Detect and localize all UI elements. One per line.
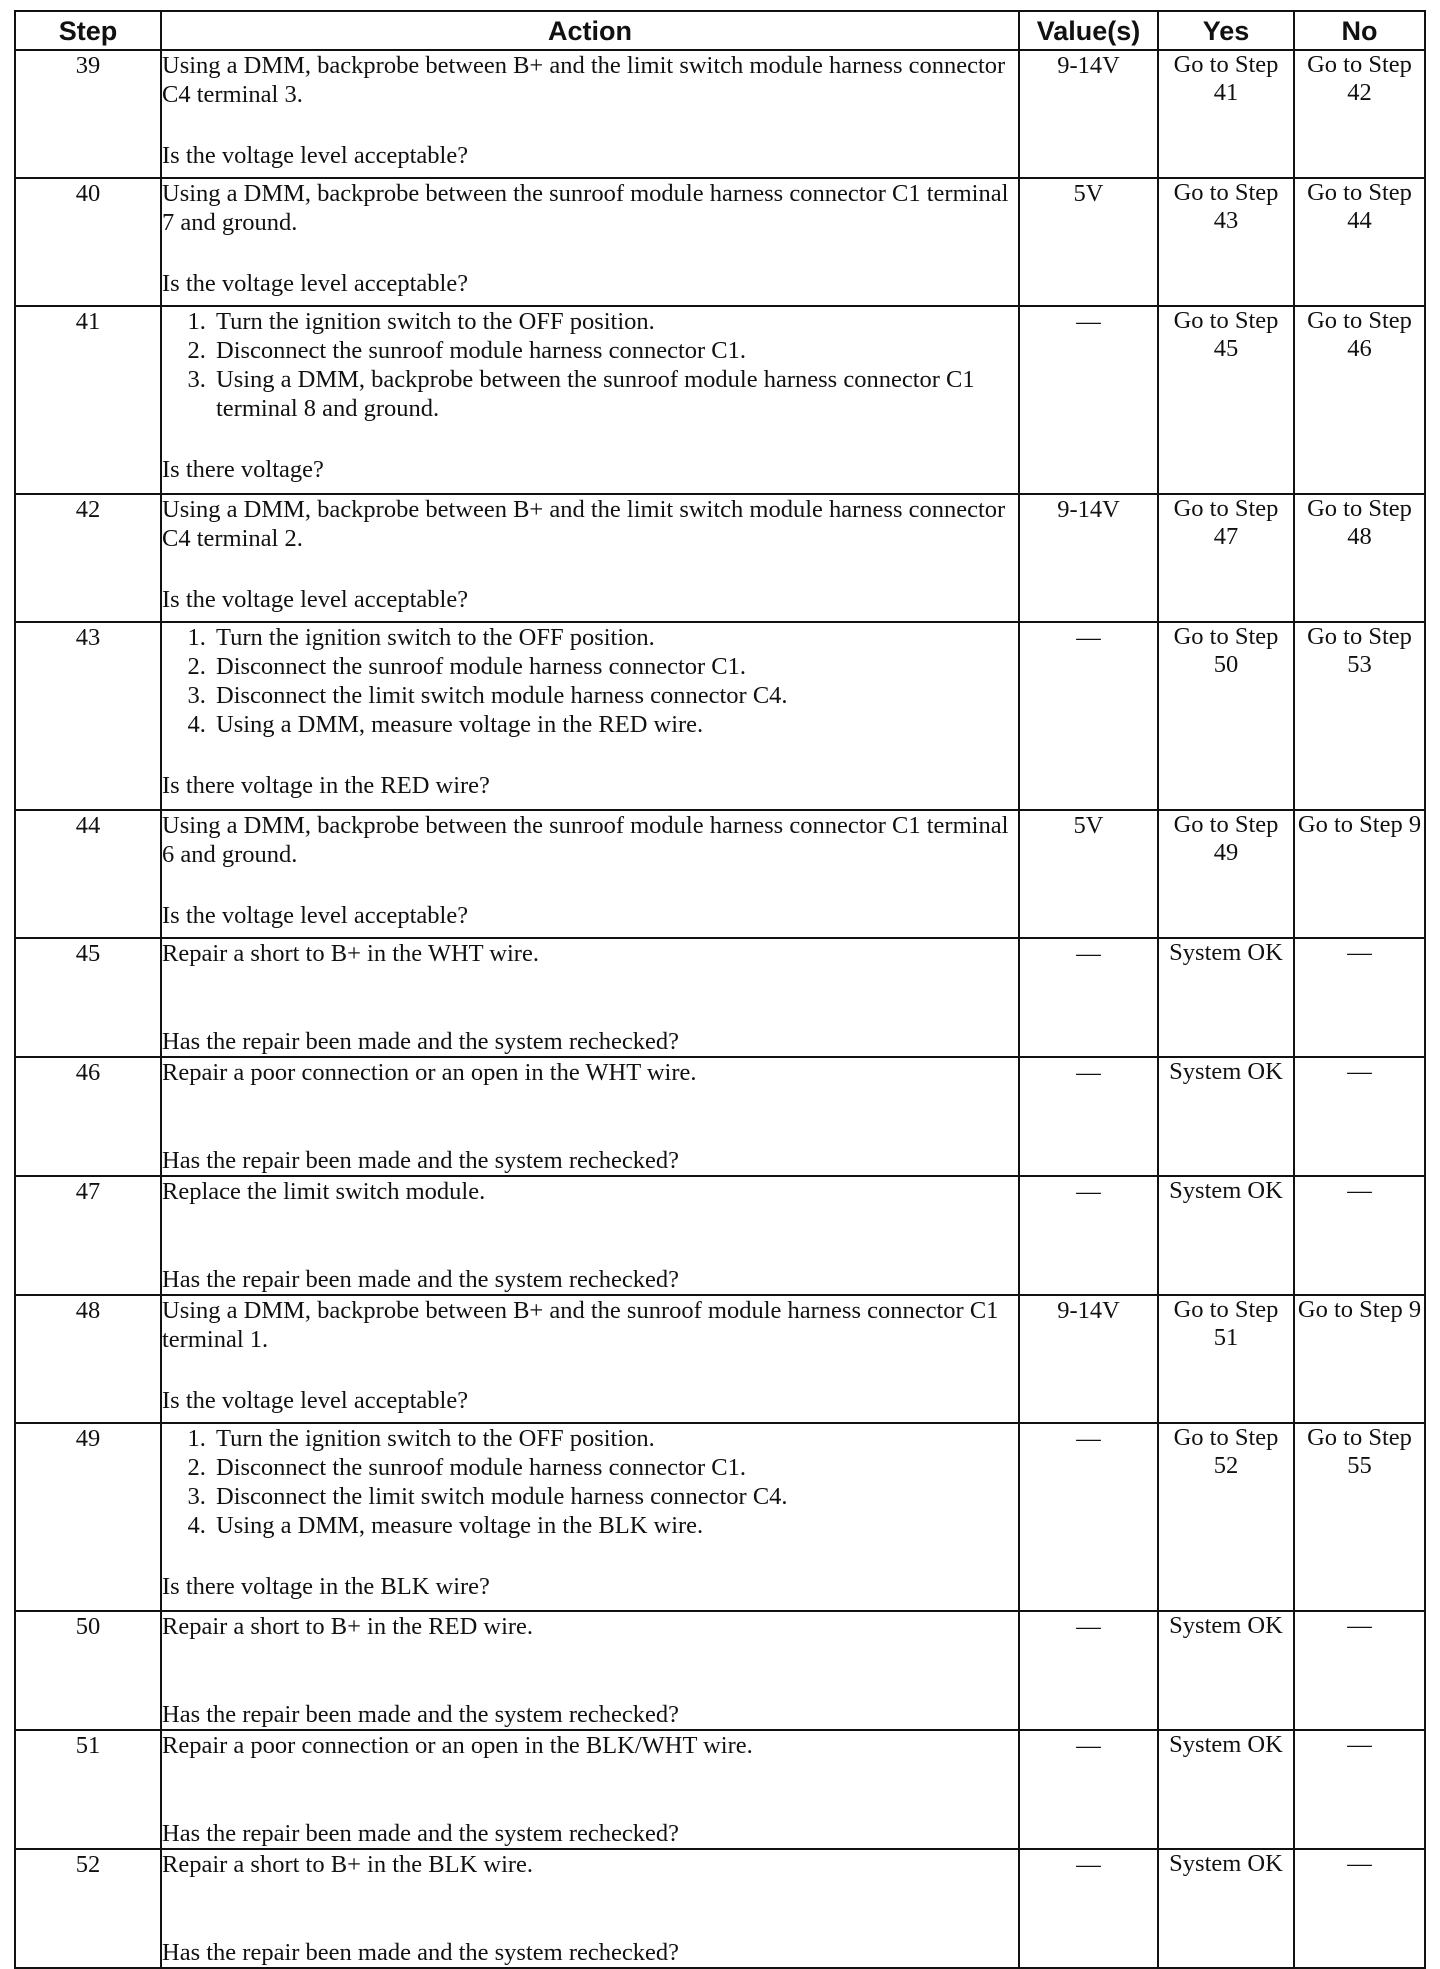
yes-outcome: System OK <box>1158 1057 1294 1176</box>
yes-outcome: System OK <box>1158 938 1294 1057</box>
value-cell: — <box>1019 1849 1158 1968</box>
step-number: 44 <box>15 810 161 938</box>
header-yes: Yes <box>1158 11 1294 50</box>
step-number: 47 <box>15 1176 161 1295</box>
action-cell <box>161 938 1019 1057</box>
yes-outcome: System OK <box>1158 1611 1294 1730</box>
action-cell <box>161 622 1019 810</box>
step-number: 41 <box>15 306 161 494</box>
action-step-item: 3. Disconnect the limit switch module harness connector C4. <box>212 681 1018 710</box>
yes-outcome: Go to Step 50 <box>1158 622 1294 810</box>
value-cell: 9-14V <box>1019 1295 1158 1423</box>
step-number: 42 <box>15 494 161 622</box>
step-number: 52 <box>15 1849 161 1968</box>
no-outcome: Go to Step 55 <box>1294 1423 1425 1611</box>
value-cell: — <box>1019 622 1158 810</box>
action-text: Repair a short to B+ in the RED wire. <box>162 1613 534 1640</box>
action-text: Using a DMM, backprobe between the sunroof module harness connector C1 terminal 6 and ground. <box>162 812 1009 868</box>
table-row <box>15 1849 1425 1968</box>
yes-outcome: Go to Step 47 <box>1158 494 1294 622</box>
step-number: 43 <box>15 622 161 810</box>
action-question: Has the repair been made and the system rechecked? <box>162 1701 679 1728</box>
table-row <box>15 810 1425 938</box>
action-body <box>162 1850 1018 1906</box>
action-step-item: 2. Disconnect the sunroof module harness connector C1. <box>212 652 1018 681</box>
action-question: Is the voltage level acceptable? <box>162 142 469 169</box>
yes-outcome: System OK <box>1158 1176 1294 1295</box>
action-text: Using a DMM, backprobe between B+ and the limit switch module harness connector C4 terminal 3. <box>162 52 1006 108</box>
action-question: Has the repair been made and the system rechecked? <box>162 1028 679 1055</box>
step-number: 46 <box>15 1057 161 1176</box>
action-text: Replace the limit switch module. <box>162 1178 486 1205</box>
step-number: 49 <box>15 1423 161 1611</box>
action-body <box>162 623 1018 739</box>
action-cell <box>161 1611 1019 1730</box>
table-row <box>15 938 1425 1057</box>
no-outcome: — <box>1294 1849 1425 1968</box>
table-row <box>15 306 1425 494</box>
header-step: Step <box>15 11 161 50</box>
action-cell <box>161 50 1019 178</box>
action-body <box>162 1296 1018 1354</box>
action-step-item: 4. Using a DMM, measure voltage in the RED wire. <box>212 710 1018 739</box>
action-cell <box>161 494 1019 622</box>
action-step-item: 2. Disconnect the sunroof module harness connector C1. <box>212 1453 1018 1482</box>
yes-outcome: Go to Step 49 <box>1158 810 1294 938</box>
value-cell: 9-14V <box>1019 494 1158 622</box>
no-outcome: — <box>1294 1057 1425 1176</box>
no-outcome: — <box>1294 1176 1425 1295</box>
action-body <box>162 495 1018 553</box>
action-cell <box>161 1423 1019 1611</box>
yes-outcome: Go to Step 45 <box>1158 306 1294 494</box>
no-outcome: Go to Step 42 <box>1294 50 1425 178</box>
action-body <box>162 1731 1018 1787</box>
action-body <box>162 307 1018 423</box>
table-row <box>15 178 1425 306</box>
value-cell: — <box>1019 1611 1158 1730</box>
action-cell <box>161 1295 1019 1423</box>
action-cell <box>161 1176 1019 1295</box>
yes-outcome: Go to Step 41 <box>1158 50 1294 178</box>
action-cell <box>161 1849 1019 1968</box>
action-body <box>162 1177 1018 1233</box>
step-number: 39 <box>15 50 161 178</box>
action-cell <box>161 1057 1019 1176</box>
action-step-item: 1. Turn the ignition switch to the OFF position. <box>212 307 1018 336</box>
action-question: Is the voltage level acceptable? <box>162 1387 469 1414</box>
step-number: 51 <box>15 1730 161 1849</box>
step-number: 40 <box>15 178 161 306</box>
yes-outcome: Go to Step 43 <box>1158 178 1294 306</box>
action-cell <box>161 810 1019 938</box>
no-outcome: Go to Step 48 <box>1294 494 1425 622</box>
action-body <box>162 51 1018 109</box>
no-outcome: Go to Step 44 <box>1294 178 1425 306</box>
table-body <box>15 50 1425 1968</box>
no-outcome: Go to Step 53 <box>1294 622 1425 810</box>
action-text: Using a DMM, backprobe between B+ and the limit switch module harness connector C4 terminal 2. <box>162 496 1006 552</box>
action-step-item: 3. Disconnect the limit switch module harness connector C4. <box>212 1482 1018 1511</box>
table-row <box>15 50 1425 178</box>
action-text: Using a DMM, backprobe between the sunroof module harness connector C1 terminal 7 and ground. <box>162 180 1009 236</box>
action-body <box>162 1058 1018 1114</box>
action-question: Has the repair been made and the system rechecked? <box>162 1266 679 1293</box>
action-question: Has the repair been made and the system rechecked? <box>162 1820 679 1847</box>
value-cell: 5V <box>1019 178 1158 306</box>
action-cell <box>161 1730 1019 1849</box>
action-steps-list <box>162 1424 1018 1540</box>
action-question: Has the repair been made and the system rechecked? <box>162 1939 679 1966</box>
table-row <box>15 1057 1425 1176</box>
action-question: Is the voltage level acceptable? <box>162 902 469 929</box>
action-step-item: 4. Using a DMM, measure voltage in the BLK wire. <box>212 1511 1018 1540</box>
step-number: 48 <box>15 1295 161 1423</box>
action-step-item: 3. Using a DMM, backprobe between the sunroof module harness connector C1 terminal 8 and ground. <box>212 365 1018 423</box>
action-body <box>162 939 1018 995</box>
action-text: Repair a poor connection or an open in the WHT wire. <box>162 1059 697 1086</box>
action-text: Repair a short to B+ in the BLK wire. <box>162 1851 534 1878</box>
table-row <box>15 1423 1425 1611</box>
action-step-item: 2. Disconnect the sunroof module harness connector C1. <box>212 336 1018 365</box>
step-number: 50 <box>15 1611 161 1730</box>
value-cell: — <box>1019 1176 1158 1295</box>
action-question: Is the voltage level acceptable? <box>162 270 469 297</box>
action-question: Is the voltage level acceptable? <box>162 586 469 613</box>
no-outcome: — <box>1294 938 1425 1057</box>
no-outcome: Go to Step 9 <box>1294 1295 1425 1423</box>
diagnostic-table <box>14 10 1426 1969</box>
no-outcome: Go to Step 46 <box>1294 306 1425 494</box>
table-row <box>15 622 1425 810</box>
action-question: Has the repair been made and the system rechecked? <box>162 1147 679 1174</box>
table-row <box>15 494 1425 622</box>
action-steps-list <box>162 623 1018 739</box>
header-row <box>15 11 1425 50</box>
yes-outcome: Go to Step 51 <box>1158 1295 1294 1423</box>
action-text: Repair a short to B+ in the WHT wire. <box>162 940 539 967</box>
header-no: No <box>1294 11 1425 50</box>
table-row <box>15 1730 1425 1849</box>
no-outcome: — <box>1294 1730 1425 1849</box>
action-question: Is there voltage? <box>162 456 324 483</box>
action-question: Is there voltage in the RED wire? <box>162 772 490 799</box>
table-row <box>15 1611 1425 1730</box>
value-cell: — <box>1019 1423 1158 1611</box>
value-cell: — <box>1019 306 1158 494</box>
action-body <box>162 1424 1018 1540</box>
no-outcome: — <box>1294 1611 1425 1730</box>
action-text: Repair a poor connection or an open in the BLK/WHT wire. <box>162 1732 753 1759</box>
action-question: Is there voltage in the BLK wire? <box>162 1573 490 1600</box>
value-cell: 5V <box>1019 810 1158 938</box>
no-outcome: Go to Step 9 <box>1294 810 1425 938</box>
value-cell: 9-14V <box>1019 50 1158 178</box>
table-row <box>15 1295 1425 1423</box>
table-row <box>15 1176 1425 1295</box>
action-steps-list <box>162 307 1018 423</box>
yes-outcome: Go to Step 52 <box>1158 1423 1294 1611</box>
action-body <box>162 811 1018 869</box>
value-cell: — <box>1019 1730 1158 1849</box>
value-cell: — <box>1019 938 1158 1057</box>
yes-outcome: System OK <box>1158 1730 1294 1849</box>
action-body <box>162 179 1018 237</box>
action-step-item: 1. Turn the ignition switch to the OFF position. <box>212 1424 1018 1453</box>
action-cell <box>161 306 1019 494</box>
step-number: 45 <box>15 938 161 1057</box>
action-text: Using a DMM, backprobe between B+ and the sunroof module harness connector C1 terminal 1. <box>162 1297 999 1353</box>
action-cell <box>161 178 1019 306</box>
header-values: Value(s) <box>1019 11 1158 50</box>
action-step-item: 1. Turn the ignition switch to the OFF position. <box>212 623 1018 652</box>
action-body <box>162 1612 1018 1668</box>
value-cell: — <box>1019 1057 1158 1176</box>
header-action: Action <box>161 11 1019 50</box>
yes-outcome: System OK <box>1158 1849 1294 1968</box>
